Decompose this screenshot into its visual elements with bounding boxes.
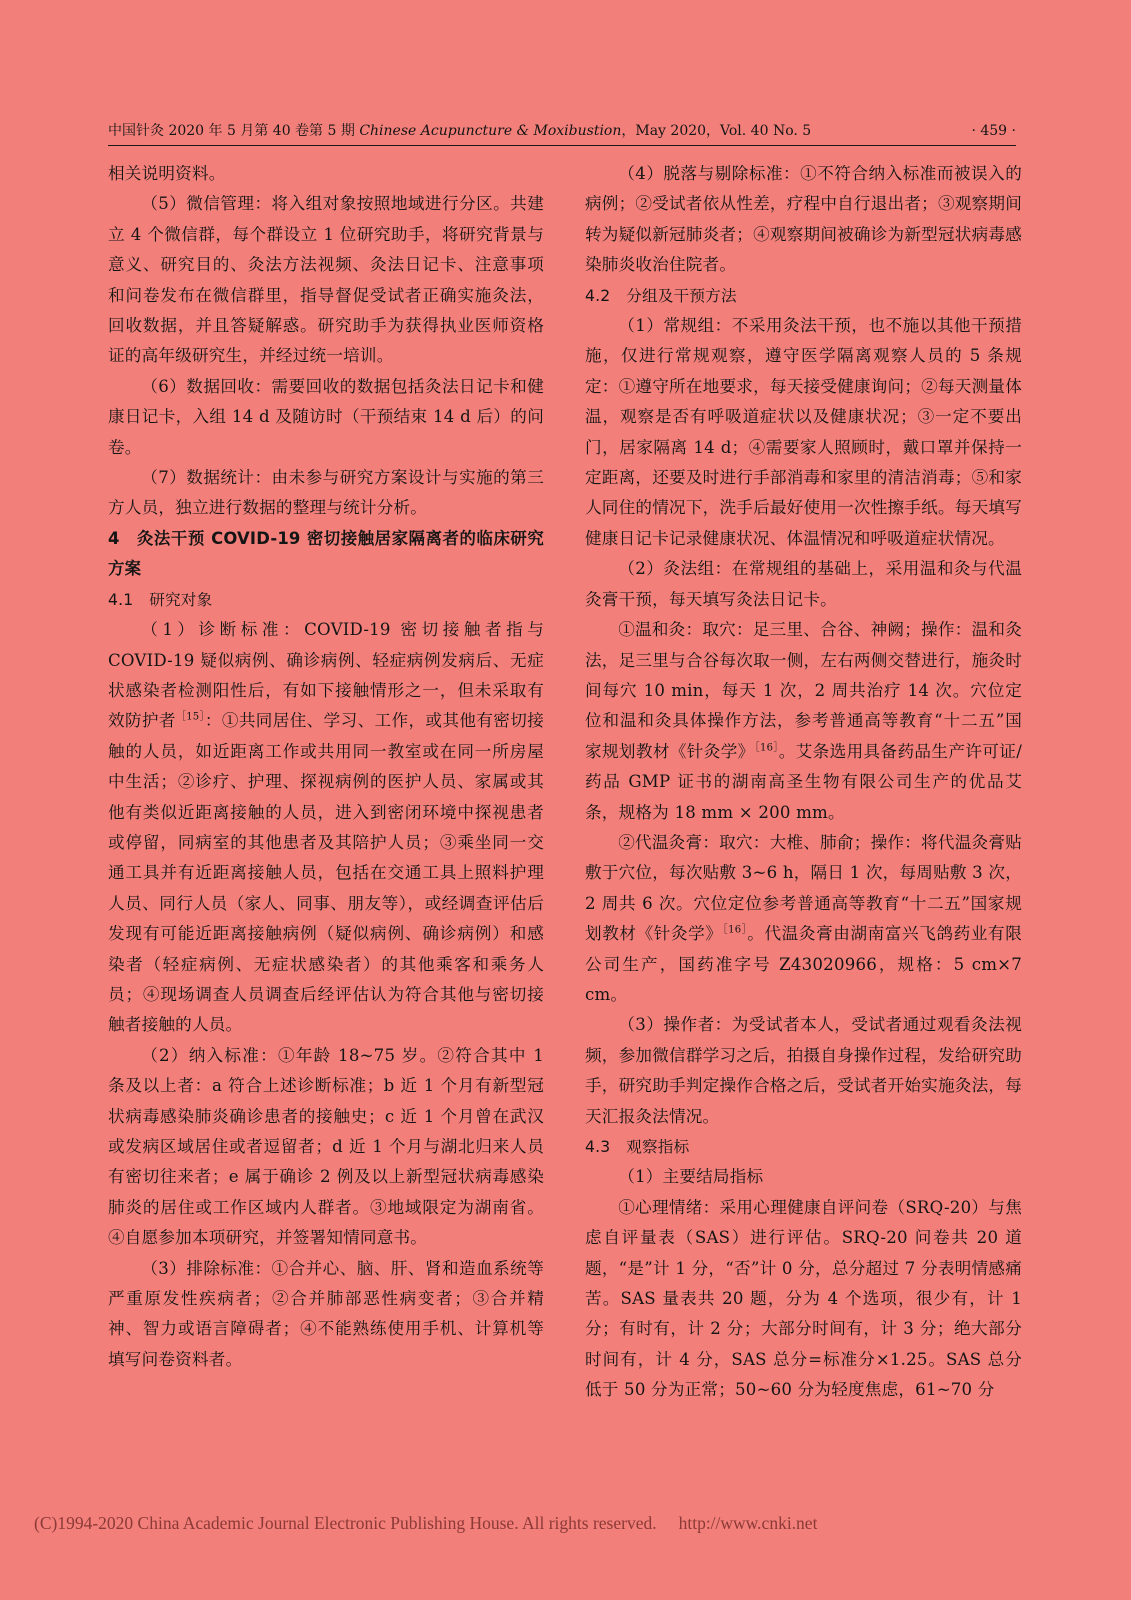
journal-en: Chinese Acupuncture & Moxibustion xyxy=(359,123,622,139)
citation-ref: ［15］ xyxy=(175,711,205,723)
paragraph: （2）灸法组：在常规组的基础上，采用温和灸与代温灸膏干预，每天填写灸法日记卡。 xyxy=(585,559,1022,609)
left-column xyxy=(108,159,544,1375)
section-heading: 4 灸法干预 COVID-19 密切接触居家隔离者的临床研究方案 xyxy=(108,528,544,579)
journal-citation xyxy=(108,121,811,141)
paragraph xyxy=(108,615,544,1041)
copyright-text: (C)1994-2020 China Academic Journal Electronic Publishing House. All rights reserved. xyxy=(34,1513,657,1533)
paragraph: （5）微信管理：将入组对象按照地域进行分区。共建立 4 个微信群，每个群设立 1 位研究助手，将研究背景与意义、研究目的、灸法方法视频、灸法日记卡、注意事项和问卷发布在微信群里，指导督促受试者正确实施灸法，回收数据，并且答疑解惑。研究助手为获得执业医师资格证的高年级研究生，并经过统一培训。 xyxy=(108,194,544,366)
paragraph-text: 。代温灸膏由湖南富兴飞鸽药业有限公司生产，国药准字号 Z43020966，规格：5 cm×7 cm。 xyxy=(585,924,1022,1004)
citation-ref: ［16］ xyxy=(754,742,779,754)
issue-en: ，May 2020，Vol. 40 No. 5 xyxy=(621,123,812,139)
paragraph: （3）操作者：为受试者本人，受试者通过观看灸法视频，参加微信群学习之后，拍摄自身操作过程，发给研究助手，研究助手判定操作合格之后，受试者开始实施灸法，每天汇报灸法情况。 xyxy=(585,1015,1022,1126)
paragraph-text: ：①共同居住、学习、工作，或其他有密切接触的人员，如近距离工作或共用同一教室或在同一所房屋中生活；②诊疗、护理、探视病例的医护人员、家属或其他有类似近距离接触的人员，进入到密闭环境中探视患者或停留，同病室的其他患者及其陪护人员；③乘坐同一交通工具并有近距离接触人员，包括在交通工具上照料护理人员、同行人员（家人、同事、朋友等），或经调查评估后发现有可能近距离接触病例（疑似病例、确诊病例）和感染者（轻症病例、无症状感染者）的其他乘客和乘务人员；④现场调查人员调查后经评估认为符合其他与密切接触者接触的人员。 xyxy=(108,711,544,1035)
paragraph: （4）脱落与剔除标准：①不符合纳入标准而被误入的病例；②受试者依从性差，疗程中自行退出者；③观察期间转为疑似新冠肺炎者；④观察期间被确诊为新型冠状病毒感染肺炎收治住院者。 xyxy=(585,164,1022,275)
paragraph: （6）数据回收：需要回收的数据包括灸法日记卡和健康日记卡，入组 14 d 及随访时（干预结束 14 d 后）的问卷。 xyxy=(108,376,544,457)
paragraph: ①心理情绪：采用心理健康自评问卷（SRQ-20）与焦虑自评量表（SAS）进行评估。SRQ-20 问卷共 20 道题，“是”计 1 分，“否”计 0 分，总分超过 7 分表明情感痛苦。SAS 量表共 20 题，分为 4 个选项，很少有，计 1 分；有时有，计 2 分；大部分时间有，计 3 分；绝大部分时间有，计 4 分，SAS 总分=标准分×1.25。SAS 总分低于 50 分为正常；50~60 分为轻度焦虑，61~70 分 xyxy=(585,1197,1022,1400)
paragraph xyxy=(585,828,1022,1010)
paragraph: （1）主要结局指标 xyxy=(618,1167,764,1187)
paragraph: （2）纳入标准：①年龄 18~75 岁。②符合其中 1 条及以上者：a 符合上述诊断标准；b 近 1 个月有新型冠状病毒感染肺炎确诊患者的接触史；c 近 1 个月曾在武汉或发病区域居住或者逗留者；d 近 1 个月与湖北归来人员有密切往来者；e 属于确诊 2 例及以上新型冠状病毒感染肺炎的居住或工作区域内人群者。③地域限定为湖南省。④自愿参加本项研究，并签署知情同意书。 xyxy=(108,1045,544,1248)
subsection-heading: 4.1 研究对象 xyxy=(108,590,213,609)
paragraph: （7）数据统计：由未参与研究方案设计与实施的第三方人员，独立进行数据的整理与统计分析。 xyxy=(108,468,544,518)
citation-ref: ［16］ xyxy=(722,924,748,936)
subsection-heading: 4.3 观察指标 xyxy=(585,1138,690,1156)
paragraph-text: ①温和灸：取穴：足三里、合谷、神阙；操作：温和灸法，足三里与合谷每次取一侧，左右两侧交替进行，施灸时间每穴 10 min，每天 1 次，2 周共治疗 14 次。穴位定位和温和灸具体操作方法，参考普通高等教育“十二五”国家规划教材《针灸学》 xyxy=(585,620,1022,761)
paragraph xyxy=(585,615,1022,828)
page-number: · 459 · xyxy=(971,123,1016,139)
paragraph: （1）常规组：不采用灸法干预，也不施以其他干预措施，仅进行常规观察，遵守医学隔离观察人员的 5 条规定：①遵守所在地要求，每天接受健康询问；②每天测量体温，观察是否有呼吸道症状以及健康状况；③一定不要出门，居家隔离 14 d；④需要家人照顾时，戴口罩并保持一定距离，还要及时进行手部消毒和家里的清洁消毒；⑤和家人同住的情况下，洗手后最好使用一次性擦手纸。每天填写健康日记卡记录健康状况、体温情况和呼吸道症状情况。 xyxy=(585,316,1022,548)
paragraph-text: ②代温灸膏：取穴：大椎、肺俞；操作：将代温灸膏贴敷于穴位，每次贴敷 3~6 h，隔日 1 次，每周贴敷 3 次，2 周共 6 次。穴位定位参考普通高等教育“十二五”国家规划教材《针灸学》 xyxy=(585,832,1022,944)
header-rule xyxy=(108,145,1016,146)
paragraph-text: （1）诊断标准：COVID-19 密切接触者指与 COVID-19 疑似病例、确诊病例、轻症病例发病后、无症状感染者检测阳性后，有如下接触情形之一，但未采取有效防护者 xyxy=(108,620,544,731)
paragraph: 相关说明资料。 xyxy=(108,164,226,183)
paragraph-text: 。艾条选用具备药品生产许可证/药品 GMP 证书的湖南高圣生物有限公司生产的优品艾条，规格为 18 mm × 200 mm。 xyxy=(585,741,1023,822)
subsection-heading: 4.2 分组及干预方法 xyxy=(585,286,737,305)
right-column xyxy=(585,159,1022,1406)
copyright-footer xyxy=(34,1513,817,1534)
paragraph: （3）排除标准：①合并心、脑、肝、肾和造血系统等严重原发性疾病者；②合并肺部恶性病变者；③合并精神、智力或语言障碍者；④不能熟练使用手机、计算机等填写问卷资料者。 xyxy=(108,1258,544,1369)
journal-cn: 中国针灸 2020 年 5 月第 40 卷第 5 期 xyxy=(108,123,355,139)
footer-url: http://www.cnki.net xyxy=(678,1513,818,1533)
